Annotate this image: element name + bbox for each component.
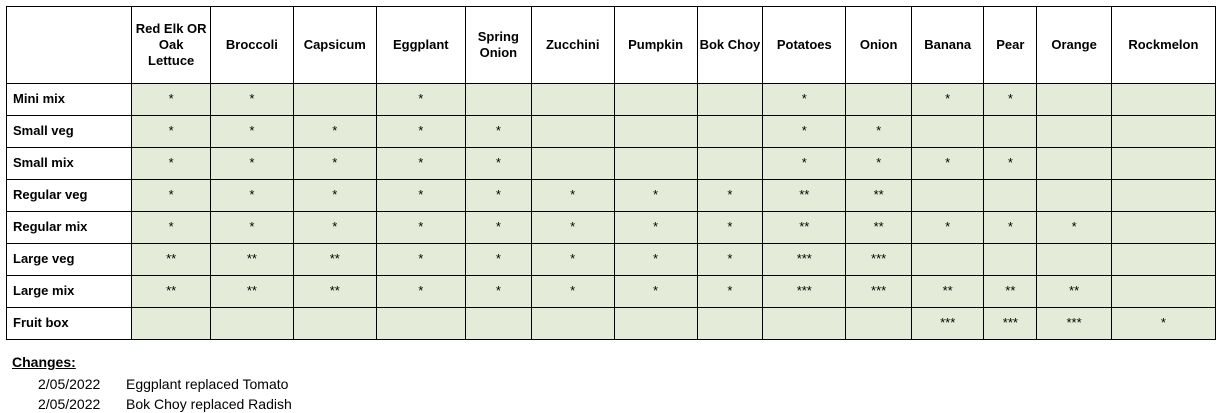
table-cell: ** xyxy=(984,276,1037,308)
change-date: 2/05/2022 xyxy=(38,376,101,392)
table-cell: * xyxy=(984,148,1037,180)
table-cell xyxy=(1111,276,1215,308)
change-entry xyxy=(12,376,1216,392)
table-cell: * xyxy=(132,116,211,148)
table-row xyxy=(7,116,1216,148)
table-cell xyxy=(846,308,912,340)
table-cell: * xyxy=(763,116,846,148)
table-cell xyxy=(1111,148,1215,180)
table-cell: ** xyxy=(912,276,984,308)
table-cell: * xyxy=(1111,308,1215,340)
table-cell xyxy=(1037,116,1111,148)
table-cell: * xyxy=(376,116,465,148)
table-cell xyxy=(531,84,614,116)
table-row xyxy=(7,276,1216,308)
change-description: Eggplant replaced Tomato xyxy=(126,376,289,392)
column-header-broccoli: Broccoli xyxy=(210,7,293,84)
table-cell: * xyxy=(531,180,614,212)
table-cell xyxy=(531,308,614,340)
table-cell xyxy=(1111,116,1215,148)
column-header-banana: Banana xyxy=(912,7,984,84)
table-cell: * xyxy=(465,276,531,308)
table-cell: *** xyxy=(763,276,846,308)
table-cell: *** xyxy=(912,308,984,340)
table-row xyxy=(7,148,1216,180)
row-header-small-veg: Small veg xyxy=(7,116,132,148)
table-cell: * xyxy=(132,148,211,180)
table-body xyxy=(7,84,1216,340)
table-cell: ** xyxy=(763,212,846,244)
table-cell xyxy=(912,180,984,212)
changes-heading: Changes: xyxy=(12,354,76,370)
table-cell xyxy=(614,84,697,116)
table-cell: * xyxy=(531,212,614,244)
column-header-bok-choy: Bok Choy xyxy=(697,7,763,84)
table-cell xyxy=(465,308,531,340)
table-cell: * xyxy=(465,148,531,180)
column-header-pear: Pear xyxy=(984,7,1037,84)
table-cell xyxy=(531,116,614,148)
table-cell: ** xyxy=(846,212,912,244)
column-header-orange: Orange xyxy=(1037,7,1111,84)
table-cell: * xyxy=(293,212,376,244)
row-header-mini-mix: Mini mix xyxy=(7,84,132,116)
table-cell xyxy=(132,308,211,340)
table-cell: * xyxy=(697,212,763,244)
table-cell xyxy=(697,116,763,148)
change-date: 2/05/2022 xyxy=(38,396,101,412)
table-cell xyxy=(846,84,912,116)
table-row xyxy=(7,244,1216,276)
column-header-pumpkin: Pumpkin xyxy=(614,7,697,84)
table-header xyxy=(7,7,1216,84)
table-row xyxy=(7,84,1216,116)
table-cell xyxy=(912,244,984,276)
table-cell: * xyxy=(132,212,211,244)
table-row xyxy=(7,308,1216,340)
table-cell xyxy=(531,148,614,180)
table-cell: * xyxy=(912,212,984,244)
table-cell: * xyxy=(376,84,465,116)
table-cell xyxy=(1037,148,1111,180)
table-cell: * xyxy=(763,148,846,180)
table-cell xyxy=(465,84,531,116)
table-cell xyxy=(1037,84,1111,116)
table-cell: * xyxy=(763,84,846,116)
table-cell: * xyxy=(376,180,465,212)
table-cell xyxy=(697,148,763,180)
table-cell xyxy=(697,308,763,340)
table-cell: *** xyxy=(1037,308,1111,340)
table-cell: ** xyxy=(293,244,376,276)
table-cell: * xyxy=(697,244,763,276)
table-cell xyxy=(984,244,1037,276)
table-cell: * xyxy=(984,84,1037,116)
table-cell: * xyxy=(912,84,984,116)
table-cell: * xyxy=(210,84,293,116)
table-cell: * xyxy=(614,212,697,244)
table-cell xyxy=(912,116,984,148)
table-header-row xyxy=(7,7,1216,84)
table-cell: * xyxy=(912,148,984,180)
table-cell: * xyxy=(697,276,763,308)
table-cell: ** xyxy=(293,276,376,308)
table-cell: ** xyxy=(846,180,912,212)
column-header-zucchini: Zucchini xyxy=(531,7,614,84)
table-cell: *** xyxy=(846,244,912,276)
table-cell: ** xyxy=(210,276,293,308)
change-description: Bok Choy replaced Radish xyxy=(126,396,292,412)
table-cell: * xyxy=(465,244,531,276)
table-cell: * xyxy=(293,148,376,180)
table-cell xyxy=(697,84,763,116)
table-cell: * xyxy=(614,276,697,308)
table-cell: * xyxy=(376,212,465,244)
table-cell: * xyxy=(697,180,763,212)
table-cell: * xyxy=(293,180,376,212)
table-cell xyxy=(293,84,376,116)
table-cell: * xyxy=(465,180,531,212)
table-corner-cell xyxy=(7,7,132,84)
table-cell: * xyxy=(614,180,697,212)
column-header-red-elk-or-oak-lettuce: Red Elk OR Oak Lettuce xyxy=(132,7,211,84)
table-cell xyxy=(1037,180,1111,212)
table-cell: * xyxy=(210,148,293,180)
column-header-onion: Onion xyxy=(846,7,912,84)
table-cell: ** xyxy=(1037,276,1111,308)
table-cell: ** xyxy=(132,276,211,308)
table-cell xyxy=(1111,84,1215,116)
changes-section xyxy=(6,354,1216,412)
table-cell: * xyxy=(846,116,912,148)
table-cell: * xyxy=(465,212,531,244)
table-cell xyxy=(1111,244,1215,276)
table-cell xyxy=(1111,180,1215,212)
table-cell: * xyxy=(132,180,211,212)
table-cell xyxy=(984,180,1037,212)
column-header-eggplant: Eggplant xyxy=(376,7,465,84)
table-cell: * xyxy=(293,116,376,148)
table-cell xyxy=(763,308,846,340)
table-cell: * xyxy=(376,244,465,276)
column-header-capsicum: Capsicum xyxy=(293,7,376,84)
table-cell xyxy=(1037,244,1111,276)
table-cell: * xyxy=(846,148,912,180)
table-row xyxy=(7,212,1216,244)
table-cell: * xyxy=(531,244,614,276)
table-cell: ** xyxy=(132,244,211,276)
table-cell xyxy=(376,308,465,340)
table-cell: * xyxy=(614,244,697,276)
table-cell: * xyxy=(376,148,465,180)
produce-box-matrix-table xyxy=(6,6,1216,340)
column-header-potatoes: Potatoes xyxy=(763,7,846,84)
change-entry xyxy=(12,396,1216,412)
table-cell: * xyxy=(984,212,1037,244)
table-cell: * xyxy=(210,180,293,212)
table-cell: * xyxy=(531,276,614,308)
table-cell xyxy=(293,308,376,340)
table-cell: *** xyxy=(984,308,1037,340)
row-header-large-veg: Large veg xyxy=(7,244,132,276)
table-cell: *** xyxy=(763,244,846,276)
table-cell: * xyxy=(376,276,465,308)
table-cell: * xyxy=(210,212,293,244)
table-cell: ** xyxy=(763,180,846,212)
row-header-large-mix: Large mix xyxy=(7,276,132,308)
table-row xyxy=(7,180,1216,212)
table-cell: * xyxy=(1037,212,1111,244)
row-header-fruit-box: Fruit box xyxy=(7,308,132,340)
table-cell xyxy=(210,308,293,340)
row-header-regular-mix: Regular mix xyxy=(7,212,132,244)
table-cell: * xyxy=(210,116,293,148)
row-header-regular-veg: Regular veg xyxy=(7,180,132,212)
table-cell: * xyxy=(132,84,211,116)
table-cell: * xyxy=(465,116,531,148)
column-header-rockmelon: Rockmelon xyxy=(1111,7,1215,84)
table-cell xyxy=(614,308,697,340)
table-cell xyxy=(614,148,697,180)
column-header-spring-onion: Spring Onion xyxy=(465,7,531,84)
table-cell: ** xyxy=(210,244,293,276)
table-cell xyxy=(614,116,697,148)
table-cell xyxy=(1111,212,1215,244)
table-cell xyxy=(984,116,1037,148)
table-cell: *** xyxy=(846,276,912,308)
row-header-small-mix: Small mix xyxy=(7,148,132,180)
